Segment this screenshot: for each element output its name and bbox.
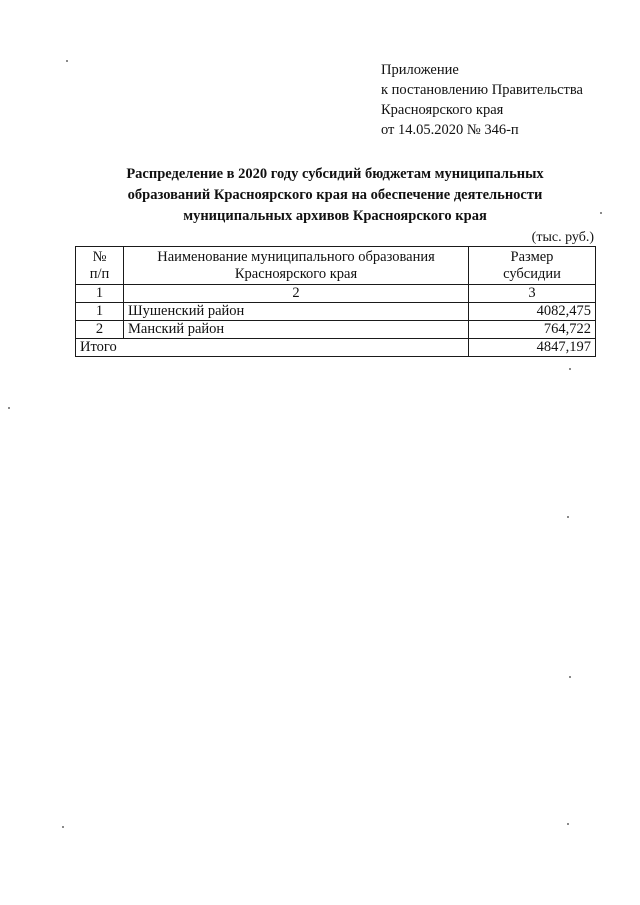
row-number: 1: [76, 303, 124, 321]
row-subsidy-amount: 764,722: [469, 321, 596, 339]
table-row: [76, 303, 596, 321]
table-header-row: [76, 247, 596, 285]
scan-speck: [567, 823, 569, 825]
column-index-row: [76, 285, 596, 303]
row-number: 2: [76, 321, 124, 339]
column-index: 3: [469, 285, 596, 303]
header-amount: [469, 247, 596, 285]
total-amount: 4847,197: [469, 339, 596, 357]
header-num: [76, 247, 124, 285]
scan-speck: [567, 516, 569, 518]
scan-speck: [569, 368, 571, 370]
title-line: образований Красноярского края на обеспечение деятельности: [127, 187, 543, 203]
table-row: [76, 321, 596, 339]
header-amount-line: субсидии: [503, 265, 561, 282]
total-row: [76, 339, 596, 357]
document-title: [70, 164, 600, 227]
column-index: 1: [76, 285, 124, 303]
scan-speck: [62, 826, 64, 828]
unit-label: (тыс. руб.): [531, 230, 594, 245]
header-name-line: Наименование муниципального образования: [157, 248, 435, 265]
column-index: 2: [124, 285, 469, 303]
appendix-line: к постановлению Правительства: [381, 82, 583, 98]
appendix-line: Приложение: [381, 62, 459, 78]
scan-speck: [8, 407, 10, 409]
total-label: Итого: [76, 339, 469, 357]
title-line: Распределение в 2020 году субсидий бюджетам муниципальных: [126, 166, 544, 182]
header-num-line: п/п: [89, 265, 110, 282]
scan-speck: [569, 676, 571, 678]
header-num-line: №: [92, 248, 107, 265]
row-municipality-name: Манский район: [124, 321, 469, 339]
appendix-date-line: от 14.05.2020 № 346-п: [381, 122, 519, 138]
subsidy-table: [75, 246, 596, 357]
scan-speck: [66, 60, 68, 62]
appendix-line: Красноярского края: [381, 102, 504, 118]
title-line: муниципальных архивов Красноярского края: [183, 208, 487, 224]
header-name-line: Красноярского края: [234, 265, 358, 282]
header-amount-line: Размер: [510, 248, 554, 265]
appendix-header: [381, 60, 583, 140]
scan-speck: [600, 212, 602, 214]
row-municipality-name: Шушенский район: [124, 303, 469, 321]
header-name: [124, 247, 469, 285]
row-subsidy-amount: 4082,475: [469, 303, 596, 321]
